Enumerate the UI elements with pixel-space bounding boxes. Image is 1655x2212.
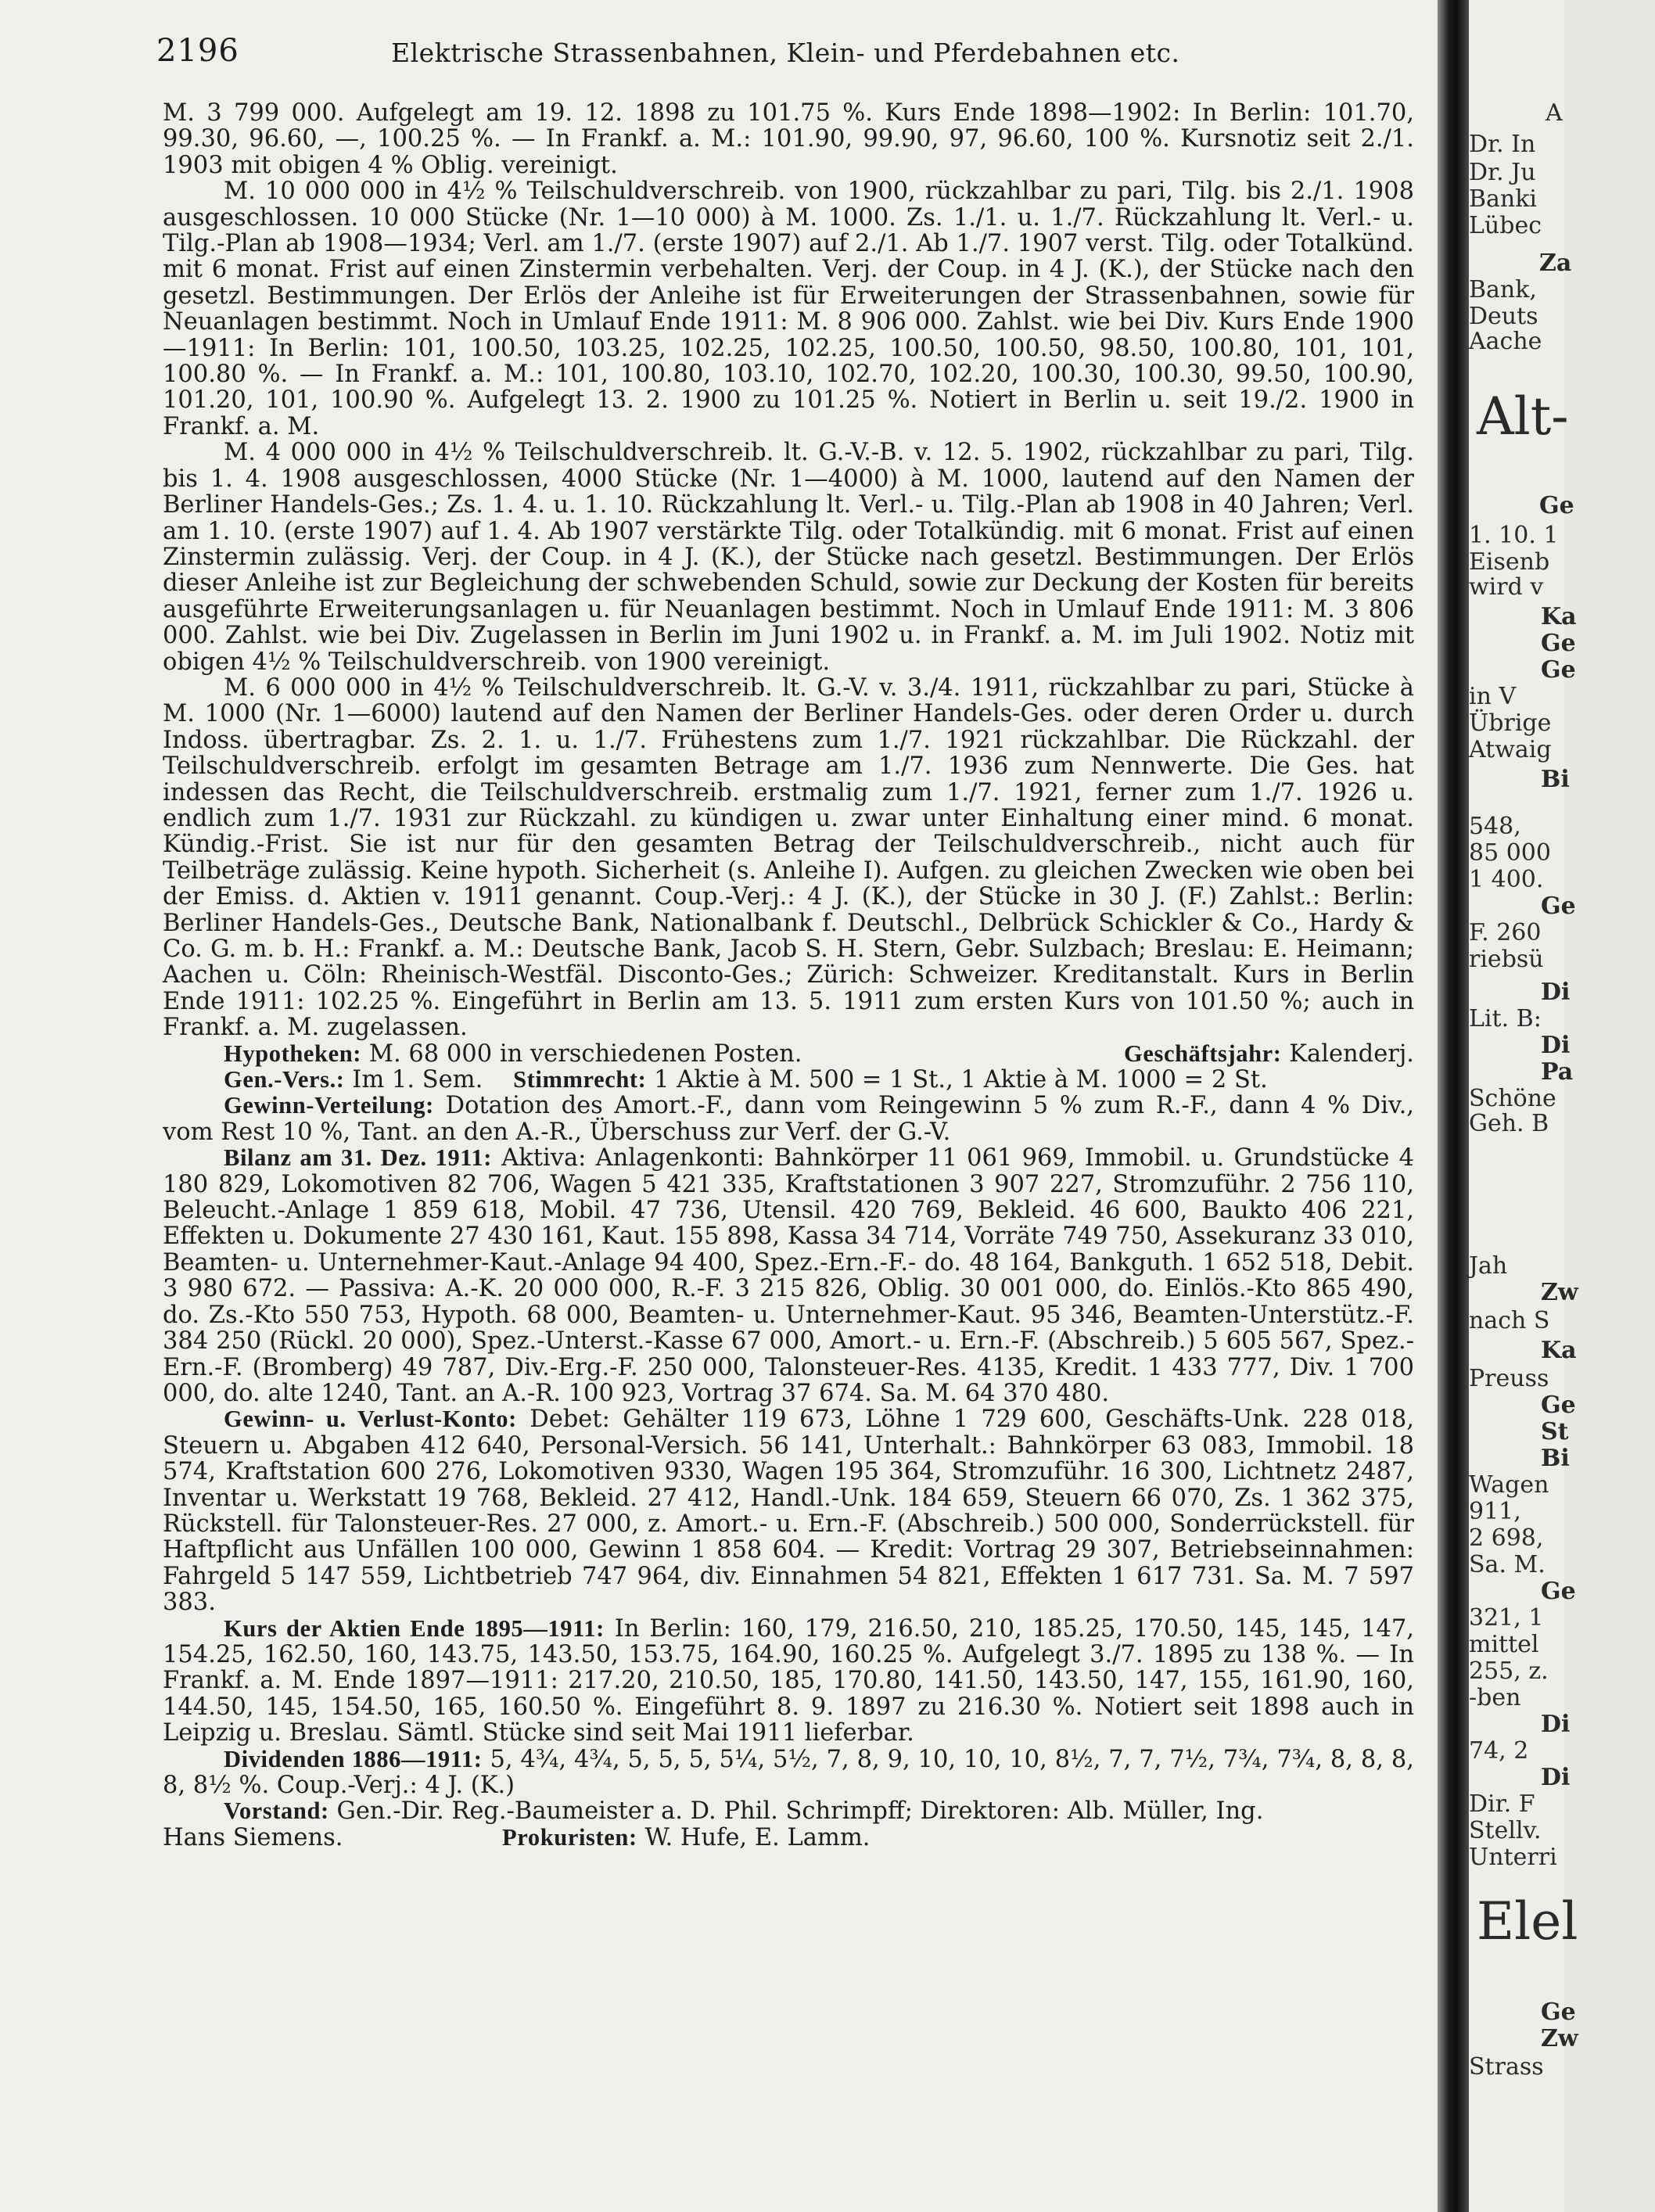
edge-line-34: Jah	[1469, 1252, 1508, 1280]
vorstand-text: Gen.-Dir. Reg.-Baumeister a. D. Phil. Schrimpff; Direktoren: Alb. Müller, Ing.	[336, 1797, 1264, 1826]
edge-line-26: F. 260	[1469, 919, 1542, 946]
gewinn-verteilung-label: Gewinn-Verteilung:	[224, 1092, 434, 1119]
edge-line-25: Ge	[1541, 892, 1576, 920]
edge-line-3: Dr. Ju	[1469, 159, 1536, 186]
edge-line-50: -ben	[1469, 1684, 1521, 1711]
edge-line-47: 321, 1	[1469, 1604, 1544, 1632]
edge-line-54: Dir. F	[1469, 1790, 1535, 1818]
edge-line-55: Stellv.	[1469, 1817, 1542, 1844]
gen-vers-label: Gen.-Vers.:	[224, 1066, 345, 1093]
kurs-text: In Berlin: 160, 179, 216.50, 210, 185.25, 170.50, 145, 145, 147, 154.25, 162.50, 160, 143.75, 143.50, 153.75, 164.90, 160.25 %. Aufgelegt 3./7. 1895 zu 138 %. — In Frankf. a. M. Ende 1897—1911: 217.20, 210.50, 185, 170.80, 141.50, 143.50, 147, 155, 161.90, 160, 144.50, 145, 154.50, 165, 160.50 %. Eingeführt 8. 9. 1897 zu 216.30 %. Notiert seit 1898 auch in Leipzig u. Breslau. Sämtl. Stücke sind seit Mai 1911 lieferbar.	[163, 1614, 1414, 1747]
geschaeftsjahr-text: Kalenderj.	[1289, 1040, 1414, 1068]
edge-line-28: Di	[1541, 979, 1571, 1006]
edge-line-41: Bi	[1541, 1445, 1570, 1472]
section-dividenden	[163, 1747, 1414, 1799]
geschaeftsjahr-part	[1063, 1041, 1414, 1067]
edge-line-40: St	[1541, 1418, 1569, 1445]
edge-line-42: Wagen	[1469, 1471, 1549, 1499]
dividenden-text: 5, 4¾, 4¾, 5, 5, 5, 5¼, 5½, 7, 8, 9, 10, 10, 10, 8½, 7, 7, 7½, 7¾, 7¾, 8, 8, 8, 8, 8½ %. Coup.-Verj.: 4 J. (K.)	[163, 1745, 1414, 1799]
edge-line-48: mittel	[1469, 1631, 1539, 1658]
edge-line-32: Schöne	[1469, 1085, 1556, 1112]
book-gutter	[1438, 0, 1469, 2212]
adjacent-page-edge	[1469, 0, 1578, 2212]
edge-heading-elek: Elel	[1477, 1891, 1578, 1952]
edge-line-31: Pa	[1541, 1058, 1574, 1086]
edge-line-56: Unterri	[1469, 1844, 1557, 1871]
section-kurs	[163, 1616, 1414, 1747]
edge-line-38: Preuss	[1469, 1365, 1549, 1392]
edge-line-39: Ge	[1541, 1391, 1576, 1419]
edge-line-7: Bank,	[1469, 276, 1537, 303]
section-hypotheken	[163, 1041, 1414, 1067]
edge-line-36: nach S	[1469, 1307, 1550, 1334]
running-title: Elektrische Strassenbahnen, Klein- und Pferdebahnen etc.	[391, 38, 1180, 68]
edge-line-9: Aache	[1469, 328, 1542, 355]
gewinn-verteilung-text: Dotation des Amort.-F., dann vom Reingewinn 5 % zum R.-F., dann 4 % Div., vom Rest 10 %, Tant. an den A.-R., Überschuss zur Verf. der G.-V.	[163, 1092, 1414, 1146]
stimmrecht-label: Stimmrecht:	[513, 1066, 647, 1093]
edge-line-19: Übrige	[1469, 709, 1552, 737]
edge-line-6: Za	[1539, 250, 1572, 277]
paragraph-anleihe-1898: M. 3 799 000. Aufgelegt am 19. 12. 1898 zu 101.75 %. Kurs Ende 1898—1902: In Berlin: 101.70, 99.30, 96.60, —, 100.25 %. — In Frankf. a. M.: 101.90, 99.90, 97, 96.60, 100 %. Kursnotiz seit 2./1. 1903 mit obigen 4 % Oblig. vereinigt.	[163, 99, 1414, 179]
edge-line-15: Ka	[1541, 603, 1577, 630]
edge-line-5: Lübec	[1469, 212, 1542, 239]
hypotheken-text: M. 68 000 in verschiedenen Posten.	[368, 1040, 802, 1068]
edge-line-21: Bi	[1541, 766, 1570, 793]
prokuristen-label: Prokuristen:	[502, 1823, 637, 1851]
edge-line-2: Dr. In	[1469, 131, 1536, 158]
edge-line-46: Ge	[1541, 1578, 1576, 1605]
gewinn-verlust-label: Gewinn- u. Verlust-Konto:	[224, 1406, 517, 1433]
prokuristen-text: W. Hufe, E. Lamm.	[644, 1823, 871, 1851]
edge-line-4: Banki	[1469, 185, 1538, 213]
dividenden-label: Dividenden 1886—1911:	[224, 1745, 483, 1772]
edge-line-23: 85 000	[1469, 839, 1551, 867]
paragraph-anleihe-1900: M. 10 000 000 in 4½ % Teilschuldverschreib. von 1900, rückzahlbar zu pari, Tilg. bis 2./1. 1908 ausgeschlossen. 10 000 Stücke (Nr. 1—10 000) à M. 1000. Zs. 1./1. u. 1./7. Rückzahlung lt. Verl.- u. Tilg.-Plan ab 1908—1934; Verl. am 1./7. (erste 1907) auf 2./1. Ab 1./7. 1907 verst. Tilg. oder Totalkünd. mit 6 monat. Frist auf einen Zinstermin verbehalten. Verj. der Coup. in 4 J. (K.), der Stücke nach den gesetzl. Bestimmungen. Der Erlös der Anleihe ist für Erweiterungen der Strassenbahnen, sowie für Neuanlagen bestimmt. Noch in Umlauf Ende 1911: M. 8 906 000. Zahlst. wie bei Div. Kurs Ende 1900—1911: In Berlin: 101, 100.50, 103.25, 102.25, 102.25, 100.50, 100.50, 98.50, 100.80, 101, 101, 100.80 %. — In Frankf. a. M.: 101, 100.80, 103.10, 102.70, 102.20, 100.30, 100.30, 99.50, 100.90, 101.20, 101, 100.90 %. Aufgelegt 13. 2. 1900 zu 101.25 %. Notiert in Berlin u. seit 19./2. 1900 in Frankf. a. M.	[163, 178, 1414, 440]
edge-line-58: Ge	[1541, 1998, 1576, 2026]
gen-vers-text: Im 1. Sem.	[352, 1066, 483, 1094]
section-bilanz	[163, 1145, 1414, 1406]
edge-line-11: Ge	[1539, 492, 1574, 519]
edge-line-20: Atwaig	[1469, 736, 1552, 763]
bilanz-text: Aktiva: Anlagenkonti: Bahnkörper 11 061 969, Immobil. u. Grundstücke 4 180 829, Lokomotiven 82 706, Wagen 5 421 335, Kraftstationen 3 907 227, Stromzuführ. 2 756 110, Beleucht.-Anlage 1 859 618, Mobil. 47 736, Utensil. 420 769, Bekleid. 46 600, Baukto 406 221, Effekten u. Dokumente 27 430 161, Kaut. 155 898, Kassa 34 714, Vorräte 749 750, Assekuranz 33 010, Beamten- u. Unternehmer-Kaut.-Anlage 94 400, Spez.-Ern.-F.- do. 48 164, Bankguth. 1 652 518, Debit. 3 980 672. — Passiva: A.-K. 20 000 000, R.-F. 3 215 826, Oblig. 30 001 000, do. Einlös.-Kto 865 490, do. Zs.-Kto 550 753, Hypoth. 68 000, Beamten- u. Unternehmer-Kaut. 95 346, Beamten-Unterstütz.-F. 384 250 (Rückl. 20 000), Spez.-Unterst.-Kasse 67 000, Amort.- u. Ern.-F. (Abschreib.) 5 605 567, Spez.-Ern.-F. (Bromberg) 49 787, Div.-Erg.-F. 250 000, Talonsteuer-Res. 4135, Kredit. 1 433 777, Div. 1 700 000, do. alte 1240, Tant. an A.-R. 100 923, Vortrag 37 674. Sa. M. 64 370 480.	[163, 1144, 1414, 1407]
edge-heading-alt: Alt-	[1477, 386, 1569, 447]
gewinn-verlust-text: Debet: Gehälter 119 673, Löhne 1 729 600, Geschäfts-Unk. 228 018, Steuern u. Abgaben 412 640, Personal-Versich. 56 141, Unterhalt.: Bahnkörper 63 083, Immobil. 18 574, Kraftstation 600 276, Lokomotiven 9330, Wagen 195 364, Stromzuführ. 16 300, Lichtnetz 2487, Inventar u. Werkstatt 19 768, Bekleid. 27 412, Handl.-Unk. 184 659, Steuern 66 070, Zs. 1 362 375, Rückstell. für Talonsteuer-Res. 27 000, z. Amort.- u. Ern.-F. (Abschreib.) 500 000, Sonderrückstell. für Haftpflicht aus Unfällen 100 000, Gewinn 1 858 604. — Kredit: Vortrag 29 307, Betriebseinnahmen: Fahrgeld 5 147 559, Lichtbetrieb 747 964, div. Einnahmen 54 821, Effekten 1 617 731. Sa. M. 7 597 383.	[163, 1406, 1414, 1617]
section-gewinn-verteilung	[163, 1093, 1414, 1145]
edge-line-22: 548,	[1469, 813, 1521, 840]
edge-line-44: 2 698,	[1469, 1524, 1544, 1552]
paragraph-anleihe-1902: M. 4 000 000 in 4½ % Teilschuldverschreib. lt. G.-V.-B. v. 12. 5. 1902, rückzahlbar zu pari, Tilg. bis 1. 4. 1908 ausgeschlossen, 4000 Stücke (Nr. 1—4000) à M. 1000, lautend auf den Namen der Berliner Handels-Ges.; Zs. 1. 4. u. 1. 10. Rückzahlung lt. Verl.- u. Tilg.-Plan ab 1908 in 40 Jahren; Verl. am 1. 10. (erste 1907) auf 1. 4. Ab 1907 verstärkte Tilg. oder Totalkündig. mit 6 monat. Frist auf einen Zinstermin zulässig. Verj. der Coup. in 4 J. (K.), der Stücke nach gesetzl. Bestimmungen. Der Erlös dieser Anleihe ist zur Begleichung der schwebenden Schuld, sowie zur Deckung der Kosten für bereits ausgeführte Erweiterungsanlagen u. für Neuanlagen bestimmt. Noch in Umlauf Ende 1911: M. 3 806 000. Zahlst. wie bei Div. Zugelassen in Berlin im Juni 1902 u. in Frankf. a. M. im Juli 1902. Notiz mit obigen 4½ % Teilschuldverschreib. von 1900 vereinigt.	[163, 439, 1414, 676]
edge-line-8: Deuts	[1469, 303, 1538, 330]
edge-line-51: Di	[1541, 1711, 1571, 1738]
edge-line-24: 1 400.	[1469, 866, 1544, 893]
section-gen-vers	[163, 1067, 1414, 1093]
edge-line-52: 74, 2	[1469, 1737, 1529, 1765]
hypotheken-label: Hypotheken:	[224, 1040, 362, 1067]
edge-line-59: Zw	[1541, 2025, 1578, 2052]
edge-line-16: Ge	[1541, 630, 1576, 657]
paragraph-anleihe-1911: M. 6 000 000 in 4½ % Teilschuldverschreib. lt. G.-V. v. 3./4. 1911, rückzahlbar zu pari, Stücke à M. 1000 (Nr. 1—6000) lautend auf den Namen der Berliner Handels-Ges. oder deren Order u. durch Indoss. übertragbar. Zs. 2. 1. u. 1./7. Frühestens zum 1./7. 1921 rückzahlbar. Die Rückzahl. der Teilschuldverschreib. erfolgt im gesamten Betrage am 1./7. 1936 zum Nennwerte. Die Ges. hat indessen das Recht, die Teilschuldverschreib. erstmalig zum 1./7. 1921, ferner zum 1./7. 1926 u. endlich zum 1./7. 1931 zur Rückzahl. zu kündigen u. zwar unter Einhaltung einer mind. 6 monat. Kündig.-Frist. Sie ist nur für den gesamten Betrag der Teilschuldverschreib., nicht auch für Teilbeträge zulässig. Keine hypoth. Sicherheit (s. Anleihe I). Aufgen. zu gleichen Zwecken wie oben bei der Emiss. d. Aktien v. 1911 genannt. Coup.-Verj.: 4 J. (K.), der Stücke in 30 J. (F.) Zahlst.: Berlin: Berliner Handels-Ges., Deutsche Bank, Nationalbank f. Deutschl., Delbrück Schickler & Co., Hardy & Co. G. m. b. H.: Frankf. a. M.: Deutsche Bank, Jacob S. H. Stern, Gebr. Sulzbach; Breslau: E. Heimann; Aachen u. Cöln: Rheinisch-Westfäl. Disconto-Ges.; Zürich: Schweizer. Kreditanstalt. Kurs in Berlin Ende 1911: 102.25 %. Eingeführt in Berlin am 13. 5. 1911 zum ersten Kurs von 101.50 %; auch in Frankf. a. M. zugelassen.	[163, 673, 1414, 1042]
bilanz-label: Bilanz am 31. Dez. 1911:	[224, 1144, 492, 1172]
edge-line-29: Lit. B:	[1469, 1005, 1542, 1032]
page-header	[156, 33, 1408, 80]
vorstand-label: Vorstand:	[224, 1797, 329, 1825]
body-text	[163, 100, 1414, 1851]
edge-line-13: Eisenb	[1469, 548, 1550, 576]
page-number: 2196	[156, 33, 239, 69]
geschaeftsjahr-label: Geschäftsjahr:	[1124, 1040, 1282, 1067]
edge-line-17: Ge	[1541, 656, 1576, 684]
edge-line-49: 255, z.	[1469, 1657, 1549, 1685]
stimmrecht-text: 1 Aktie à M. 500 = 1 St., 1 Aktie à M. 1000 = 2 St.	[654, 1066, 1268, 1094]
edge-line-53: Di	[1541, 1764, 1571, 1791]
edge-line-60: Strass	[1469, 2053, 1544, 2081]
edge-line-37: Ka	[1541, 1337, 1577, 1364]
section-gewinn-verlust	[163, 1406, 1414, 1615]
section-vorstand-cont	[163, 1825, 1414, 1851]
edge-line-12: 1. 10. 1	[1469, 522, 1559, 549]
edge-line-35: Zw	[1541, 1279, 1578, 1306]
edge-line-45: Sa. M.	[1469, 1551, 1546, 1578]
edge-line-27: riebsü	[1469, 946, 1544, 973]
edge-line-1: A	[1546, 99, 1563, 127]
section-vorstand	[163, 1798, 1414, 1824]
edge-line-18: in V	[1469, 683, 1517, 710]
edge-line-14: wird v	[1469, 573, 1544, 601]
edge-line-33: Geh. B	[1469, 1110, 1549, 1137]
vorstand-text-2: Hans Siemens.	[163, 1823, 343, 1851]
kurs-label: Kurs der Aktien Ende 1895—1911:	[224, 1614, 605, 1642]
edge-line-30: Di	[1541, 1032, 1571, 1059]
hypotheken-part	[163, 1041, 802, 1067]
edge-line-43: 911,	[1469, 1498, 1521, 1525]
